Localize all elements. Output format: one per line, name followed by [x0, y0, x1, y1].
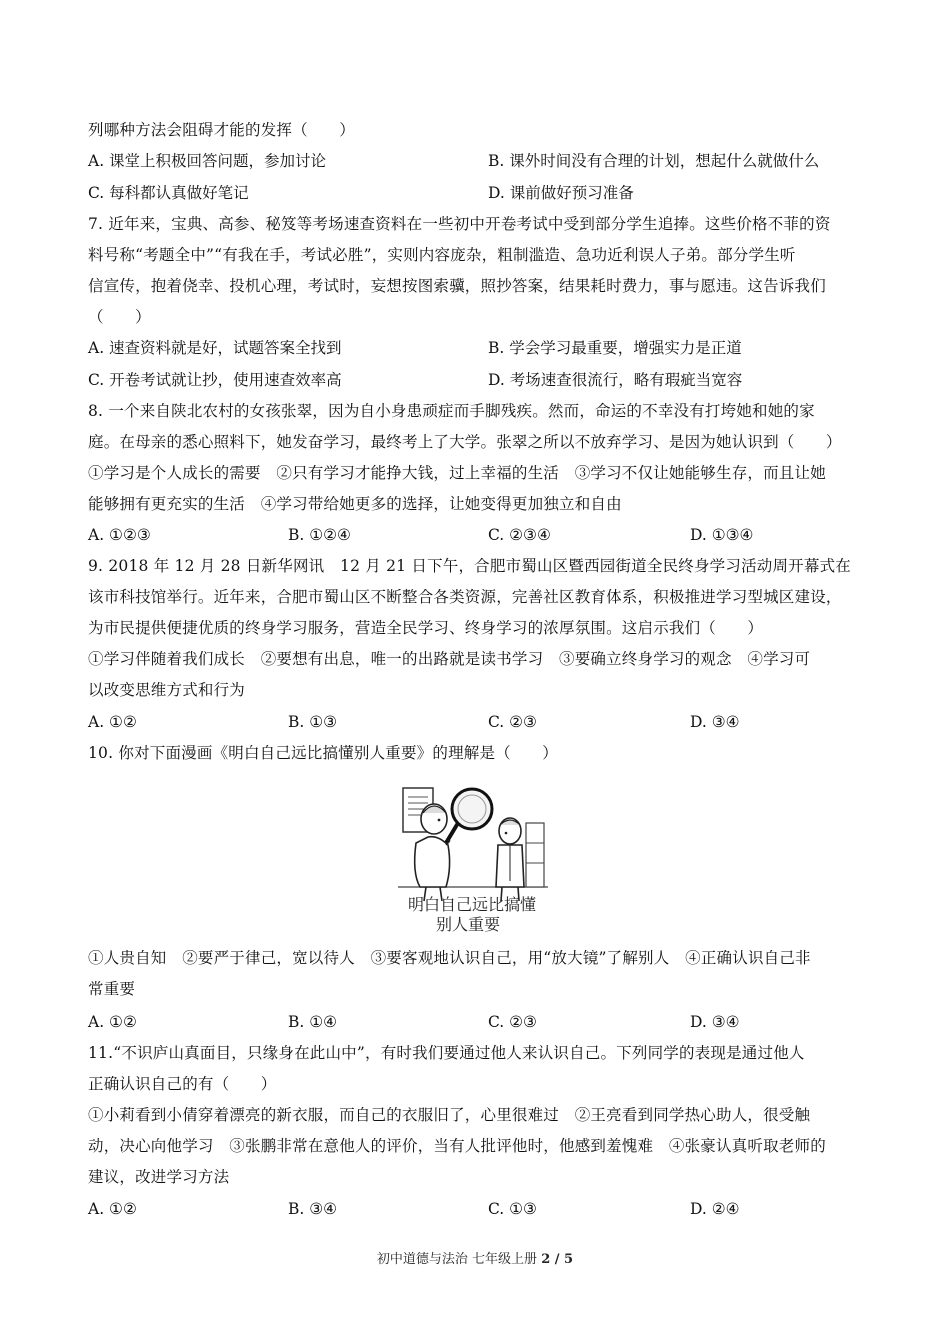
q9-line-4: ①学习伴随着我们成长 ②要想有出息，唯一的出路就是读书学习 ③要确立终身学习的观念 ④学习可 [88, 650, 811, 668]
q8-line-2: 庭。在母亲的悉心照料下，她发奋学习，最终考上了大学。张翠之所以不放弃学习、是因为她认识到（ ） [88, 433, 842, 451]
q11-option-a: A. ①② [88, 1200, 137, 1218]
q9-option-d: D. ③④ [690, 713, 740, 731]
q7-option-d: D. 考场速查很流行，略有瑕疵当宽容 [488, 371, 743, 389]
q9-option-a: A. ①② [88, 713, 137, 731]
q9-option-c: C. ②③ [488, 713, 537, 731]
q10-line-2: 常重要 [88, 980, 136, 998]
q7-line-2: 料号称“考题全中”“有我在手，考试必胜”，实则内容庞杂，粗制滥造、急功近利误人子弟。部分学生听 [88, 246, 796, 264]
q9-line-5: 以改变思维方式和行为 [88, 681, 246, 699]
q9-option-b: B. ①③ [288, 713, 338, 731]
q9-line-1: 9. 2018 年 12 月 28 日新华网讯 12 月 21 日下午，合肥市蜀山区暨西园街道全民终身学习活动周开幕式在 [88, 557, 851, 575]
q8-line-1: 8. 一个来自陕北农村的女孩张翠，因为自小身患顽症而手脚残疾。然而，命运的不幸没有打垮她和她的家 [88, 402, 815, 420]
q11-line-5: 建议，改进学习方法 [88, 1168, 230, 1186]
cartoon-caption-line-1: 明白自己远比搞懂 [408, 895, 537, 914]
q11-line-3: ①小莉看到小倩穿着漂亮的新衣服，而自己的衣服旧了，心里很难过 ②王亮看到同学热心助人，很受触 [88, 1106, 811, 1124]
q6-option-d: D. 课前做好预习准备 [488, 184, 634, 202]
q9-line-2: 该市科技馆举行。近年来，合肥市蜀山区不断整合各类资源，完善社区教育体系，积极推进学习型城区建设， [88, 588, 842, 606]
q7-line-4: （ ） [88, 308, 151, 326]
q11-line-2: 正确认识自己的有（ ） [88, 1075, 277, 1093]
q8-option-d: D. ①③④ [690, 526, 754, 544]
q8-option-b: B. ①②④ [288, 526, 351, 544]
q11-option-d: D. ②④ [690, 1200, 740, 1218]
footer-title: 初中道德与法治 七年级上册 [376, 1252, 542, 1267]
q6-option-a: A. 课堂上积极回答问题，参加讨论 [88, 152, 327, 170]
q6-option-b: B. 课外时间没有合理的计划，想起什么就做什么 [488, 152, 820, 170]
q6-option-c: C. 每科都认真做好笔记 [88, 184, 249, 202]
q10-option-b: B. ①④ [288, 1013, 338, 1031]
q7-option-a: A. 速查资料就是好，试题答案全找到 [88, 339, 342, 357]
q8-line-3: ①学习是个人成长的需要 ②只有学习才能挣大钱，过上幸福的生活 ③学习不仅让她能够生存，而且让她 [88, 464, 826, 482]
page-footer [0, 1248, 950, 1267]
q11-option-c: C. ①③ [488, 1200, 537, 1218]
q11-line-4: 动，决心向他学习 ③张鹏非常在意他人的评价，当有人批评他时，他感到羞愧难 ④张豪认真听取老师的 [88, 1137, 826, 1155]
q6-stem: 列哪种方法会阻碍才能的发挥（ ） [88, 121, 355, 139]
q7-option-b: B. 学会学习最重要，增强实力是正道 [488, 339, 742, 357]
q11-line-1: 11.“不识庐山真面目，只缘身在此山中”，有时我们要通过他人来认识自己。下列同学的表现是通过他人 [88, 1044, 805, 1062]
q9-line-3: 为市民提供便捷优质的终身学习服务，营造全民学习、终身学习的浓厚氛围。这启示我们（ ） [88, 619, 764, 637]
q10-option-d: D. ③④ [690, 1013, 740, 1031]
page-number: 2 / 5 [541, 1252, 574, 1267]
cartoon-caption-line-2: 别人重要 [436, 915, 501, 934]
q11-option-b: B. ③④ [288, 1200, 338, 1218]
q10-line-1: ①人贵自知 ②要严于律己，宽以待人 ③要客观地认识自己，用“放大镜”了解别人 ④正确认识自己非 [88, 949, 811, 967]
q7-line-3: 信宣传，抱着侥幸、投机心理，考试时，妄想按图索骥，照抄答案，结果耗时费力，事与愿违。这告诉我们 [88, 277, 826, 295]
q7-line-1: 7. 近年来，宝典、高参、秘笈等考场速查资料在一些初中开卷考试中受到部分学生追捧。这些价格不菲的资 [88, 215, 831, 233]
q7-option-c: C. 开卷考试就让抄，使用速查效率高 [88, 371, 342, 389]
q8-option-a: A. ①②③ [88, 526, 151, 544]
q10-option-a: A. ①② [88, 1013, 137, 1031]
q10-option-c: C. ②③ [488, 1013, 537, 1031]
q8-option-c: C. ②③④ [488, 526, 551, 544]
q10-stem: 10. 你对下面漫画《明白自己远比搞懂别人重要》的理解是（ ） [88, 744, 558, 762]
q8-line-4: 能够拥有更充实的生活 ④学习带给她更多的选择，让她变得更加独立和自由 [88, 495, 622, 513]
